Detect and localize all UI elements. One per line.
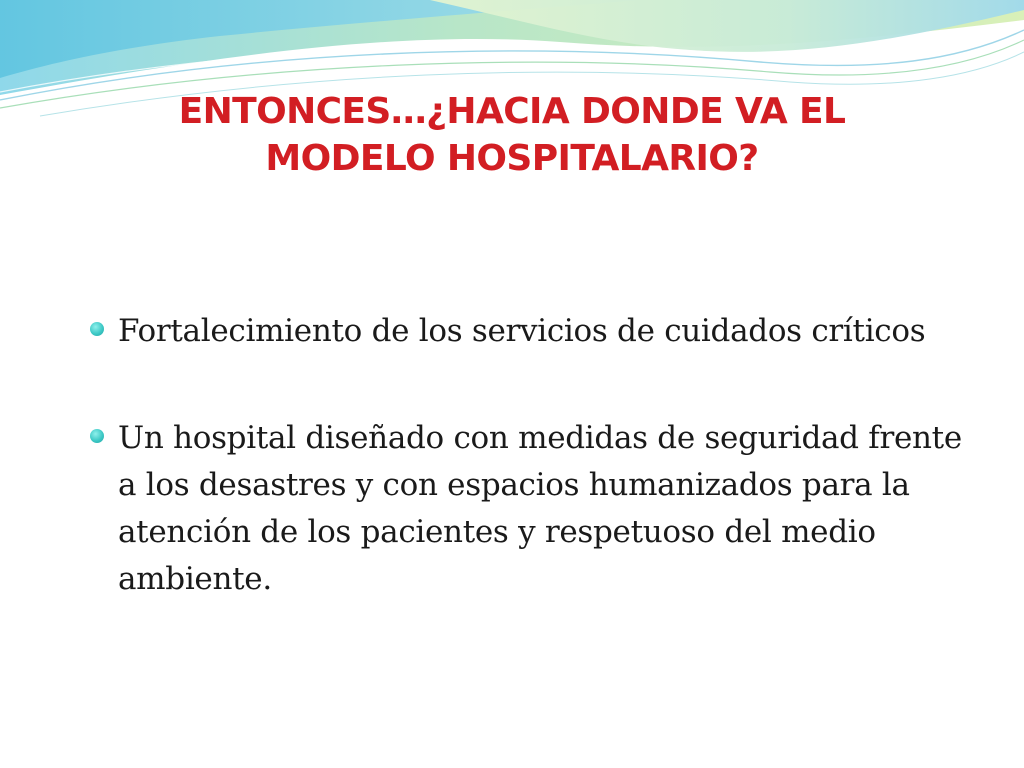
bullet-dot-icon bbox=[90, 322, 104, 336]
slide-title bbox=[90, 88, 934, 182]
bullet-text: Fortalecimiento de los servicios de cuidados críticos bbox=[118, 313, 926, 349]
bullet-text: Un hospital diseñado con medidas de seguridad frente a los desastres y con espacios humanizados para la atención de los pacientes y respetuoso del medio ambiente. bbox=[118, 420, 962, 597]
bullet-item bbox=[88, 415, 968, 603]
bullet-item bbox=[88, 308, 968, 355]
slide-title-line-2: MODELO HOSPITALARIO? bbox=[265, 138, 759, 179]
slide-title-line-1: ENTONCES…¿HACIA DONDE VA EL bbox=[178, 91, 846, 132]
bullet-list bbox=[88, 308, 968, 603]
bullet-dot-icon bbox=[90, 429, 104, 443]
